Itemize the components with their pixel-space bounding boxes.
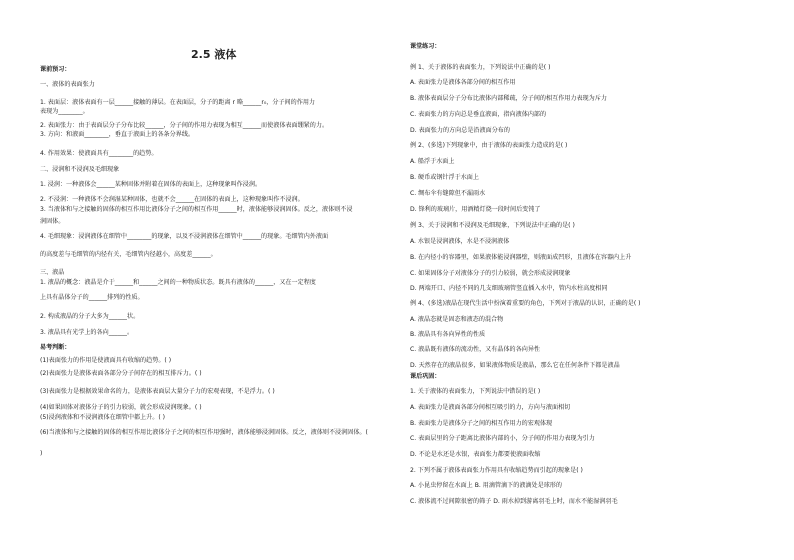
left-line: 三、液晶 bbox=[40, 269, 65, 276]
right-line: A. 液晶态就是固态和液态的混合物 bbox=[410, 316, 504, 323]
left-line: (5)浸润液体和不浸润液体在细管中都上升。( ) bbox=[40, 414, 166, 421]
right-line: B. 液晶具有各向异性的性质 bbox=[410, 331, 486, 338]
left-line: 课前预习： bbox=[40, 66, 71, 73]
right-line: 2. 下列不属于液体表面张力作用具有收缩趋势而引起的现象是( ) bbox=[410, 467, 583, 474]
right-line: 例 4、(多选)液晶在现代生活中扮演着重要的角色，下列对于液晶的认识，正确的是( ) bbox=[410, 300, 641, 307]
right-line: 课堂练习： bbox=[410, 43, 441, 50]
left-line: 表现为________。 bbox=[40, 108, 89, 115]
right-line: 例 1、关于液体的表面张力，下列说法中正确的是( ) bbox=[410, 64, 551, 71]
left-line: 4. 毛细现象：浸润液体在细管中________的现象，以及不浸润液体在细管中______的现象。毛细管内外液面 bbox=[40, 233, 329, 240]
right-line: D. 两端开口、内径不同的几支细玻璃管竖直插入水中，管内水柱高度相同 bbox=[410, 285, 608, 292]
left-line: 3. 方向：和液面________，垂直于液面上的各条分界线。 bbox=[40, 131, 195, 138]
right-line: C. 表面层里的分子距离比液体内部的小，分子间的作用力表现为引力 bbox=[410, 435, 595, 442]
left-line: 2. 不浸润：一种液体不会润湿某种固体，也就不会______在固体的表面上，这种现象叫作不浸润。 bbox=[40, 196, 304, 203]
right-line: C. 绸布伞有缝隙但不漏雨水 bbox=[410, 190, 486, 197]
left-line: (2)表面张力是液体表面各部分分子间存在的相互排斥力。( ) bbox=[40, 370, 202, 377]
right-line: C. 如果固体分子对液体分子的引力较弱，就会形成浸润现象 bbox=[410, 270, 571, 277]
right-line: C. 液体流不过间隙很密的筛子 D. 雨水掉到游离羽毛上时，而水不能湿润羽毛 bbox=[410, 498, 618, 505]
right-line: A. 表面张力是液体各部分间的相互作用 bbox=[410, 79, 516, 86]
left-line: 上具有晶体分子的______排列的性质。 bbox=[40, 294, 144, 301]
right-line: A. 船浮于水面上 bbox=[410, 158, 455, 165]
right-line: B. 表面张力是液体分子之间的相互作用力的宏观体现 bbox=[410, 420, 553, 427]
left-line: 1. 浸润：一种液体会______某种固体并附着在固体的表面上，这种现象叫作浸润。 bbox=[40, 181, 262, 188]
page-title: 2.5 液体 bbox=[191, 48, 237, 61]
right-line: C. 液晶既有液体的流动性，又有晶体的各向异性 bbox=[410, 346, 541, 353]
right-line: 课后巩固： bbox=[410, 373, 441, 380]
left-line: 3. 当液体和与之接触的固体的相互作用比液体分子之间的相互作用______时，液体能够浸润固体。反之，液体则不浸 bbox=[40, 206, 353, 213]
right-line: D. 天然存在的液晶很多，如果液体物质是液晶，那么它在任何条件下都是液晶 bbox=[410, 362, 620, 369]
left-line: 二、浸润和不浸润及毛细现象 bbox=[40, 166, 120, 173]
left-line: 3. 液晶具有光学上的各向______。 bbox=[40, 329, 134, 336]
right-line: D. 表面张力的方向总是沿液面分布的 bbox=[410, 127, 510, 134]
left-line: (6)当液体和与之接触的固体的相互作用比液体分子之间的相互作用强时，液体能够浸润固体。反之，液体则不浸润固体。( bbox=[40, 429, 368, 436]
right-line: B. 液体表面层分子分布比液体内部稀疏，分子间的相互作用力表现为斥力 bbox=[410, 95, 607, 102]
left-line: ) bbox=[40, 450, 43, 457]
right-line: D. 锋利的玻璃片，用酒精灯烧一段时间后变钝了 bbox=[410, 206, 541, 213]
left-line: 1. 表面层：液体表面有一层______接触的薄层。在表面层，分子的距离 r 略______r₀，分子间的作用力 bbox=[40, 99, 316, 106]
right-line: B. 硬币或钢针浮于水面上 bbox=[410, 174, 479, 181]
right-line: D. 不论是水还是水银，表面张力都要使液面收缩 bbox=[410, 451, 541, 458]
right-line: C. 表面张力的方向总是垂直液面，指向液体内部的 bbox=[410, 111, 547, 118]
right-line: B. 在内径小的容器里，如果液体能浸润器壁，则液面成凹形，且液体在容器内上升 bbox=[410, 254, 632, 261]
left-line: 1. 液晶的概念：液晶是介于______和______之间的一种物质状态。既具有液体的______，又在一定程度 bbox=[40, 279, 316, 286]
left-line: 润固体。 bbox=[40, 218, 65, 225]
left-line: 4. 作用效果：使液面具有________的趋势。 bbox=[40, 150, 158, 157]
right-line: A. 表面张力是液面各部分间相互吸引的力，方向与液面相切 bbox=[410, 404, 571, 411]
left-line: 易考判断： bbox=[40, 344, 71, 351]
left-line: 一、液体的表面张力 bbox=[40, 81, 95, 88]
left-line: 2. 构成液晶的分子大多为______状。 bbox=[40, 313, 140, 320]
right-line: A. 水银是浸润液体，水是不浸润液体 bbox=[410, 238, 510, 245]
right-line: 例 2、(多选)下列现象中，由于液体的表面张力造成的是( ) bbox=[410, 142, 568, 149]
left-line: (3)表面张力是根据效果命名的力，是液体表面层大量分子力的宏观表现，不是浮力。( ) bbox=[40, 388, 275, 395]
right-line: A. 小昆虫停留在水面上 B. 用滴管滴下的液滴处是球形的 bbox=[410, 482, 562, 489]
left-line: (4)如果固体对液体分子的引力较弱，就会形成浸润现象。( ) bbox=[40, 404, 202, 411]
left-line: (1)表面张力的作用是使液面具有收缩的趋势。( ) bbox=[40, 357, 172, 364]
left-line: 的高度差与毛细管的内径有关，毛细管内径越小，高度差______。 bbox=[40, 251, 217, 258]
left-line: 2. 表面张力：由于表面层分子分布比较______，分子间的作用力表现为相互______而使液体表面绷紧的力。 bbox=[40, 122, 329, 129]
right-line: 例 3、关于浸润和不浸润及毛细现象，下列说法中正确的是( ) bbox=[410, 222, 575, 229]
right-line: 1. 关于液体的表面张力，下列说法中错误的是( ) bbox=[410, 388, 541, 395]
